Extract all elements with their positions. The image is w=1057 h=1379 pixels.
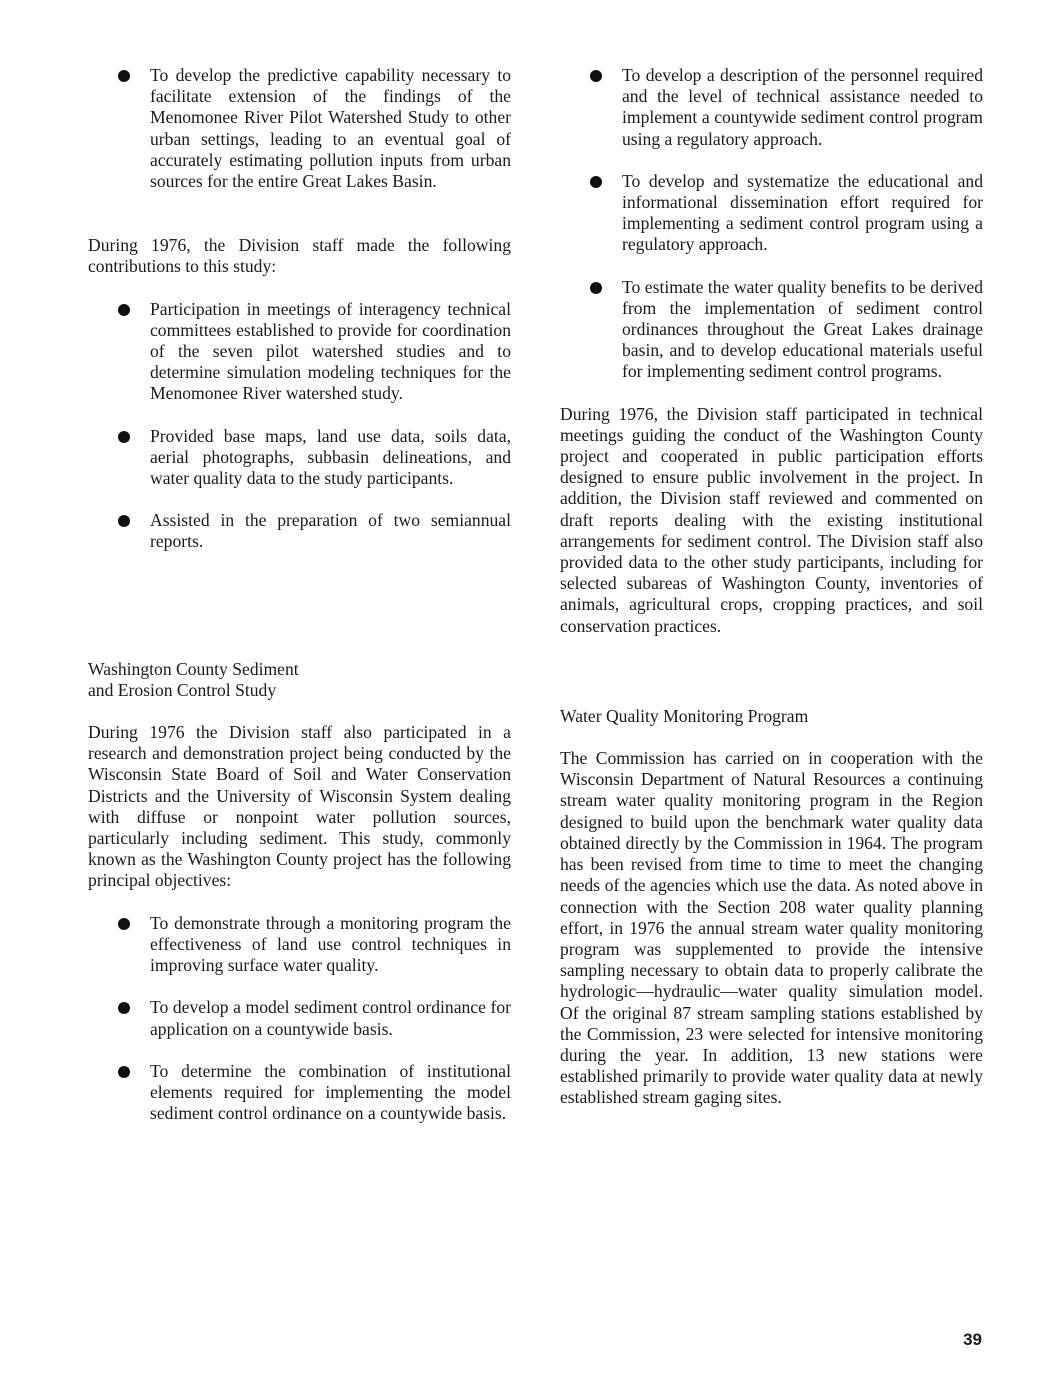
bullet-personnel-description: To develop a description of the personnel required and the level of technical assistance needed to implement a countywide sediment control program using a regulatory approach. [560, 65, 983, 150]
bullet-educational-effort: To develop and systematize the educational and informational dissemination effort required for implementing a sediment control program using a regulatory approach. [560, 171, 983, 256]
bullet-semiannual-reports: Assisted in the preparation of two semiannual reports. [88, 510, 511, 552]
washington-county-heading [88, 659, 511, 701]
left-column [88, 65, 511, 1124]
monitoring-program-heading: Water Quality Monitoring Program [560, 705, 809, 726]
bullet-demonstrate-monitoring: To demonstrate through a monitoring program the effectiveness of land use control techniques in improving surface water quality. [88, 913, 511, 977]
paragraph-division-participation: During 1976, the Division staff participated in technical meetings guiding the conduct of the Washington County project and cooperated in public participation efforts designed to ensure public involvement in the project. In addition, the Division staff reviewed and commented on draft reports dealing with the existing institutional arrangements for sediment control. The Division staff also provided data to the other study participants, including for selected subareas of Washington County, inventories of animals, agricultural crops, cropping practices, and soil conservation practices. [560, 403, 983, 636]
bullet-institutional-elements: To determine the combination of institutional elements required for implementing the model sediment control ordinance on a countywide basis. [88, 1061, 511, 1125]
bullet-predictive-capability: To develop the predictive capability necessary to facilitate extension of the findings of the Menomonee River Pilot Watershed Study to other urban settings, leading to an eventual goal of accurately estimating pollution inputs from urban sources for the entire Great Lakes Basin. [88, 65, 511, 192]
bullet-water-quality-benefits: To estimate the water quality benefits to be derived from the implementation of sediment control ordinances throughout the Great Lakes drainage basin, and to develop educational materials useful for implementing sediment control programs. [560, 277, 983, 383]
paragraph-contributions: During 1976, the Division staff made the following contributions to this study: [88, 235, 511, 277]
bullet-model-ordinance: To develop a model sediment control ordinance for application on a countywide basis. [88, 997, 511, 1039]
bullet-base-maps: Provided base maps, land use data, soils data, aerial photographs, subbasin delineations, and water quality data to the study participants. [88, 426, 511, 490]
page-number: 39 [963, 1330, 982, 1349]
bullet-participation: Participation in meetings of interagency technical committees established to provide for coordination of the seven pilot watershed studies and to determine simulation modeling techniques for the Menomonee River watershed study. [88, 299, 511, 405]
paragraph-washington-project: During 1976 the Division staff also participated in a research and demonstration project being conducted by the Wisconsin State Board of Soil and Water Conservation Districts and the University of Wisconsin System dealing with diffuse or nonpoint water pollution sources, particularly including sediment. This study, commonly known as the Washington County project has the following principal objectives: [88, 722, 511, 891]
heading-line: and Erosion Control Study [88, 679, 277, 700]
right-column [560, 65, 983, 1109]
paragraph-monitoring-program: The Commission has carried on in cooperation with the Wisconsin Department of Natural Resources a continuing stream water quality monitoring program in the Region designed to build upon the benchmark water quality data obtained directly by the Commission in 1964. The program has been revised from time to time to meet the changing needs of the agencies which use the data. As noted above in connection with the Section 208 water quality planning effort, in 1976 the annual stream water quality monitoring program was supplemented to provide the intensive sampling necessary to obtain data to properly calibrate the hydrologic—hydraulic—water quality simulation model. Of the original 87 stream sampling stations established by the Commission, 23 were selected for intensive monitoring during the year. In addition, 13 new stations were established primarily to provide water quality data at newly established stream gaging sites. [560, 748, 983, 1108]
heading-line: Washington County Sediment [88, 658, 299, 679]
